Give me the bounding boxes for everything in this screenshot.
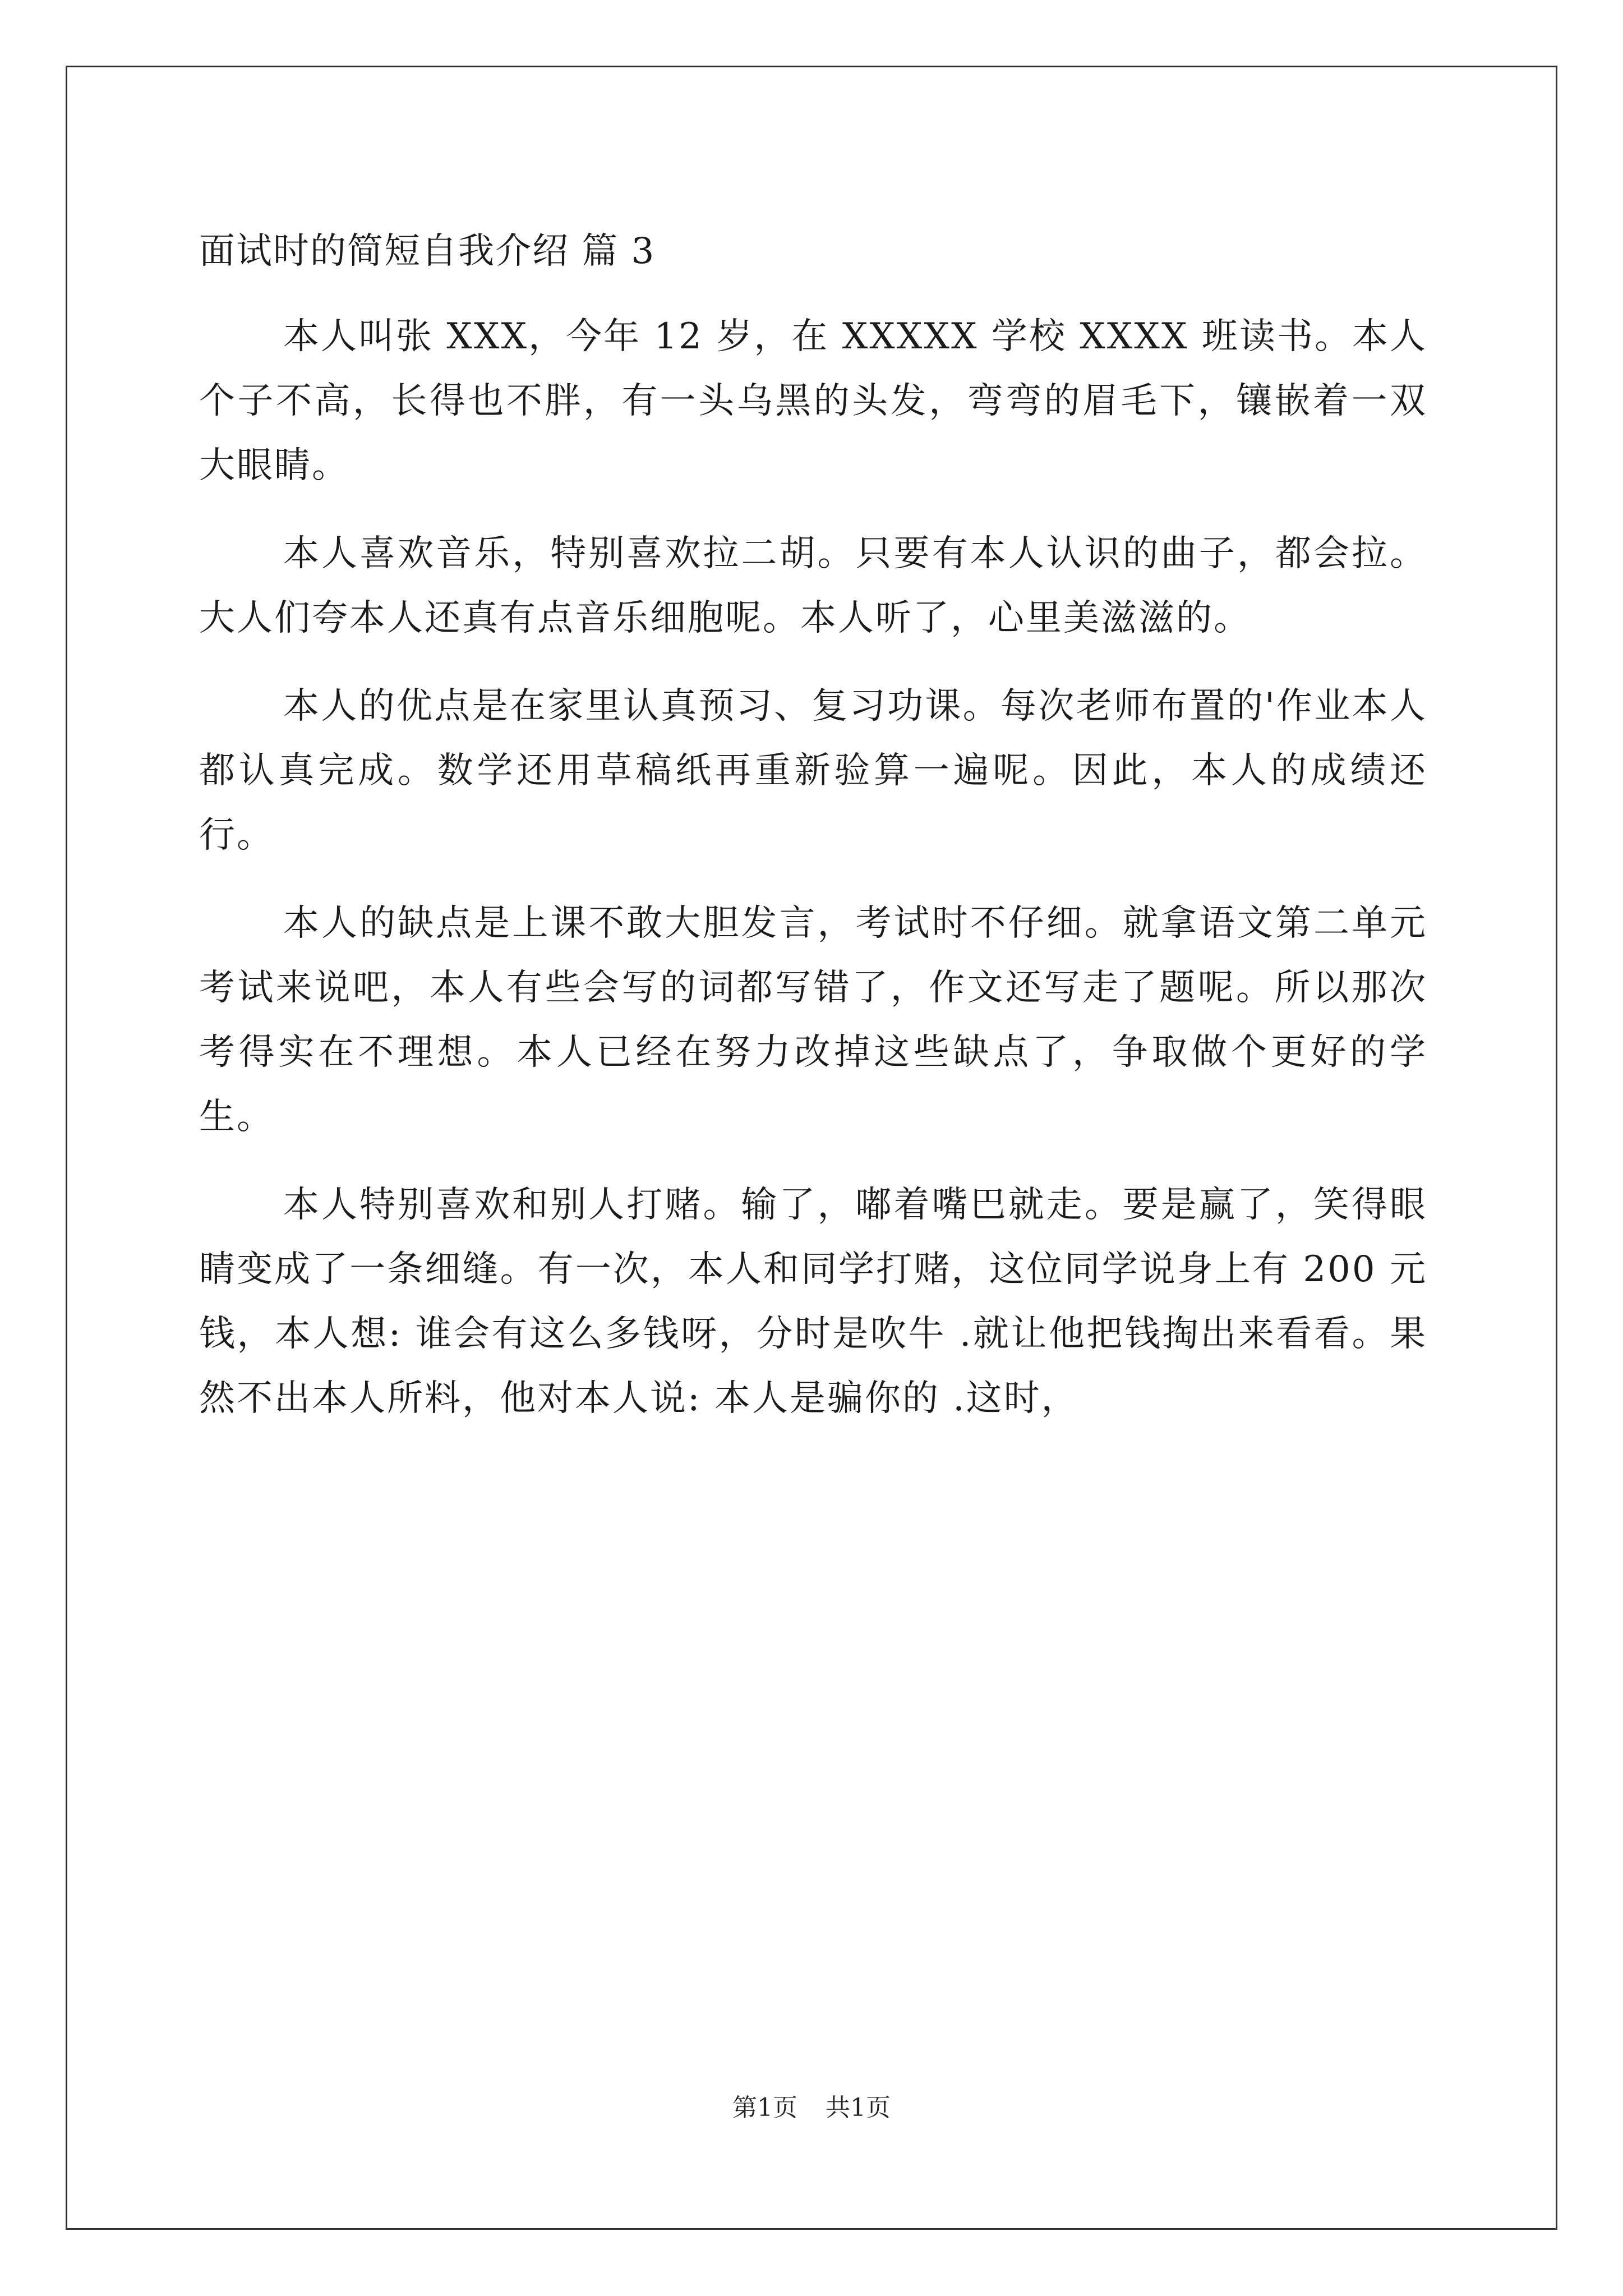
paragraph-strengths: 本人的优点是在家里认真预习、复习功课。每次老师布置的'作业本人都认真完成。数学还用草稿纸再重新验算一遍呢。因此，本人的成绩还行。 <box>199 685 1427 856</box>
page-number: 第1页 <box>732 2093 797 2122</box>
page-footer <box>0 2091 1623 2125</box>
paragraph-weaknesses: 本人的缺点是上课不敢大胆发言，考试时不仔细。就拿语文第二单元考试来说吧，本人有些会写的词都写错了，作文还写走了题呢。所以那次考得实在不理想。本人已经在努力改掉这些缺点了，争取做个更好的学生。 <box>199 903 1427 1138</box>
paragraph-intro: 本人叫张 XXX，今年 12 岁，在 XXXXX 学校 XXXX 班读书。本人个子不高，长得也不胖，有一头乌黑的头发，弯弯的眉毛下，镶嵌着一双大眼睛。 <box>199 316 1427 486</box>
paragraph-betting: 本人特别喜欢和别人打赌。输了，嘟着嘴巴就走。要是赢了，笑得眼睛变成了一条细缝。有一次，本人和同学打赌，这位同学说身上有 200 元钱，本人想: 谁会有这么多钱呀，分时是吹牛 .就让他把钱掏出来看看。果然不出本人所料，他对本人说: 本人是骗你的 .这时， <box>199 1184 1427 1419</box>
document-body <box>199 222 1427 1455</box>
paragraph-music: 本人喜欢音乐，特别喜欢拉二胡。只要有本人认识的曲子，都会拉。大人们夸本人还真有点音乐细胞呢。本人听了，心里美滋滋的。 <box>199 533 1427 639</box>
document-title: 面试时的简短自我介绍 篇 3 <box>199 231 656 272</box>
page-total: 共1页 <box>826 2093 891 2122</box>
